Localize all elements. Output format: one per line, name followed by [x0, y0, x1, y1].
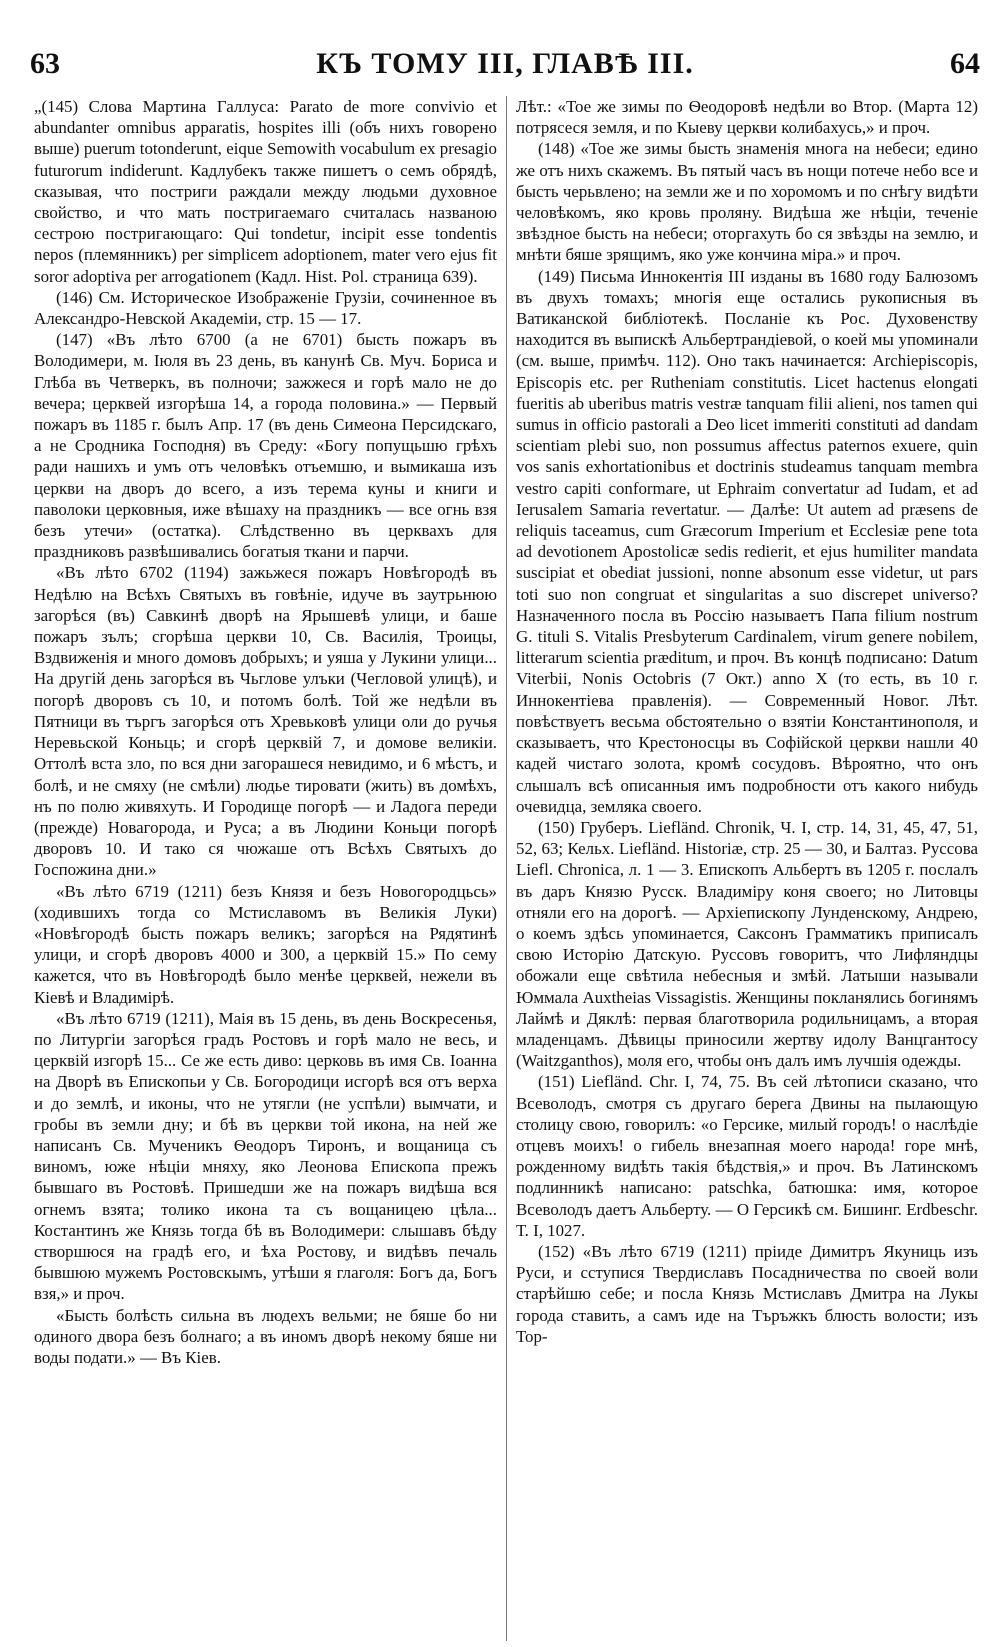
- right-column: [506, 96, 978, 1641]
- note-paragraph: «Въ лѣто 6719 (1211) безъ Князя и безъ Новогородцьсь» (ходившихъ тогда со Мстиславомъ въ Великiя Луки) «Новѣгородѣ бысть пожаръ великъ; загорѣся на Рядятинѣ улици, и сгорѣ дворовъ 4000 и 300, а церквiй 15.» По сему кажется, что въ Новѣгородѣ было менѣе церквей, нежели въ Кiевѣ и Владимiрѣ.: [34, 881, 497, 1007]
- note-paragraph: (148) «Тое же зимы бысть знаменiя многа на небеси; едино же отъ нихъ скажемъ. Въ пятый часъ въ нощи потече небо все и бысть черьвлено; на земли же и по хоромомъ и по снѣгу видѣти человѣкомъ, яко кровь проляну. Видѣша же нѣцiи, теченiе звѣздное бысть на небеси; оторгахуть бо ся звѣзды на землю, и мнѣти бяше зрящимъ, яко уже кончина мiра.» и проч.: [516, 139, 978, 265]
- note-paragraph: «Въ лѣто 6702 (1194) зажьжеся пожаръ Новѣгородѣ въ Недѣлю на Всѣхъ Святыхъ въ говѣнiе, идуче въ заутрьнюю загорѣся (въ) Савкинѣ дворѣ на Ярышевѣ улици, и баше пожаръ зълъ; сгорѣша церкви 10, Св. Василiя, Троицы, Вздвиженiя и много домовъ добрыхъ; и уяша у Лукини улици... На другiй день загорѣся въ Чьглове улъки (Чегловой улицѣ), и погорѣ дворовъ съ 10, и потомъ болѣ. Той же недѣли въ Пятници въ търгъ загорѣся отъ Хревьковѣ улици оли до ручья Неревьской Коньць; и сгорѣ церквiй 7, и домове великiи. Оттолѣ вста зло, по вся дни загорашеся невидимо, и 6 мѣстъ, и болѣ, и не смяху (не смѣли) людье тировати (жить) въ домѣхъ, нъ по полю живяхуть. И Городище погорѣ — и Ладога переди (прежде) Новагорода, и Руса; а въ Людини Коньци погорѣ дворовъ 10. И тако ся чюжаше отъ Всѣхъ Святыхъ до Госпожина дни.»: [34, 563, 497, 880]
- running-title: КЪ ТОМУ III, ГЛАВѢ III.: [316, 47, 694, 80]
- note-paragraph: «Бысть болѣсть сильна въ людехъ вельми; не бяше бо ни одиного двора безъ болнаго; а въ иномъ дворѣ некому бяше ни воды подати.» — Въ Кiев.: [34, 1305, 497, 1367]
- note-paragraph: (147) «Въ лѣто 6700 (а не 6701) бысть пожаръ въ Володимери, м. Iюля въ 23 день, въ канунѣ Св. Муч. Бориса и Глѣба въ Четверкъ, въ полночи; зажжеся и горѣ мало не до вечера; церквей изгорѣша 14, а города половина.» — Первый пожаръ въ 1185 г. былъ Апр. 17 (въ день Симеона Персидскаго, а не Сродника Господня) въ Среду: «Богу попущьшю грѣхъ ради нашихъ и умъ отъ человѣкъ отъемшю, и вымикаша изъ церкви на дворъ до всего, а изъ терема куны и книги и паволоки церковныя, иже вѣшаху на праздникъ — все огнь взя безъ утечи» (остатка). Слѣдственно въ церквахъ для праздниковъ развѣшивались богатыя ткани и парчи.: [34, 330, 497, 562]
- note-paragraph: «Въ лѣто 6719 (1211), Маiя въ 15 день, въ день Воскресенья, по Литургiи загорѣся градъ Ростовъ и горѣ мало не весь, и церквiй изгорѣ 15... Се же есть диво: церковь въ имя Св. Iоанна на Дворѣ въ Епископьи у Св. Богородици исгорѣ вся отъ верха и до землѣ, и иконы, что не утягли (не успѣли) вымчати, и гробы въ земли дну; и бѣ въ церкви той икона, на ней же написанъ Св. Мученикъ Ѳеодоръ Тиронъ, и вощаница съ виномъ, юже нѣцiи мняху, яко Леонова Епископа прежъ бывшаго въ Ростовѣ. Пришедши же на пожаръ видѣша вся огнемъ взята; толико икона та съ вощаницею цѣла... Костантинъ же Князь тогда бѣ въ Володимери: слышавъ бѣду створшюся на градѣ его, и ѣха Ростову, и видѣвъ печаль бывшюю мужемъ Ростовскымъ, утѣши я глаголя: Богъ да, Богъ взя,» и проч.: [34, 1008, 497, 1304]
- page-number-left: 63: [30, 47, 60, 80]
- note-paragraph: Лѣт.: «Тое же зимы по Ѳеодоровѣ недѣли во Втор. (Марта 12) потрясеся земля, и по Кыеву церкви колибахусь,» и проч.: [516, 97, 978, 138]
- note-paragraph: „(145) Слова Мартина Галлуса: Parato de more convivio et abundanter omnibus apparatis, hospites illi (объ нихъ говорено выше) puerum totonderunt, eique Semowith vocabulum ex presagio futurorum indiderunt. Кадлубекъ также пишетъ о семъ обрядѣ, сказывая, что постриги раждали между людьми духовное свойство, и что мать постригаемаго считалась названою сестрою постригающаго: Qui tondetur, incipit esse tondentis nepos (племянникъ) per simplicem adoptionem, mater vero ejus fit soror adoptiva per arrogationem (Кадл. Hist. Pol. страница 639).: [34, 97, 497, 286]
- page-number-right: 64: [949, 47, 980, 80]
- text-columns: [34, 96, 978, 1641]
- note-paragraph: (151) Liefländ. Chr. I, 74, 75. Въ сей лѣтописи сказано, что Всеволодъ, смотря съ другаго берега Двины на пылающую столицу свою, говорилъ: «о Герсике, милый городъ! о наслѣдiе отцевъ моихъ! о гибель внезапная моего народа! горе мнѣ, рожденному видѣть такiя бѣдствiя,» и проч. Въ Латинскомъ подлинникѣ написано: patschka, батюшка: имя, которое Всеволодъ даетъ Альберту. — О Герсикѣ см. Бишинг. Erdbeschr. Т. I, 1027.: [516, 1072, 978, 1240]
- left-column: [34, 96, 506, 1641]
- page-header: [30, 44, 980, 84]
- note-paragraph: (149) Письма Иннокентiя III изданы въ 1680 году Балюзомъ въ двухъ томахъ; многiя еще остались рукописныя въ Ватиканской библiотекѣ. Посланiе къ Рос. Духовенству находится въ выпискѣ Альбертрандiевой, о коей мы упоминали (см. выше, примѣч. 112). Оно такъ начинается: Archiepiscopis, Episcopis etc. per Rutheniam constitutis. Licet hactenus elongati fueritis ab uberibus matris vestræ tanquam filii alieni, nos tamen qui sumus in officio pastorali a Deo licet immeriti constituti ad dandam scientiam plebi suo, non possumus affectus paternos exuere, quin vos sanis exhortationibus et doctrinis studeamus tanquam membra vestro capiti conformare, ut Ephraim convertatur ad Iudam, et ad Ierusalem Samaria revertatur. — Далѣе: Ut autem ad præsens de reliquis taceamus, cum Græcorum Imperium et Ecclesiæ pene tota ad devotionem Apostolicæ sedis redierit, et ejus humiliter mandata suscipiat et obediat jussioni, nonne absonum esse videtur, ut pars toti suo non congruat et singularitas a suo discrepet universo? Назначенного посла въ Россiю называетъ Папа filium nostrum G. tituli S. Vitalis Presbyterum Cardinalem, virum genere nobilem, litterarum scientia præditum, и проч. Въ концѣ подписано: Datum Viterbii, Nonis Octobris (7 Окт.) anno X (то есть, въ 10 г. Иннокентiева правленiя). — Современный Новог. Лѣт. повѣствуетъ весьма обстоятельно о взятiи Константинополя, и сказываетъ, что Крестоносцы въ Софiйской церкви нашли 40 кадей чистаго золота, кромѣ сосудовъ. Вѣроятно, что онъ слышалъ всѣ описанныя имъ подробности отъ какого нибудь очевидца, земляка своего.: [516, 266, 978, 816]
- note-paragraph: (146) См. Историческое Изображенiе Грузiи, сочиненное въ Александро-Невской Академiи, стр. 15 — 17.: [34, 287, 497, 329]
- note-paragraph: (152) «Въ лѣто 6719 (1211) прiиде Димитръ Якуниць изъ Руси, и сступися Твердиславъ Посадничества по своей воли старѣйшю себе; и посла Князь Мстиславъ Дмитра на Лукы города ставить, а самъ иде на Търъжкъ блюсть волости; изъ Тор-: [516, 1241, 978, 1346]
- note-paragraph: (150) Груберъ. Liefländ. Chronik, Ч. I, стр. 14, 31, 45, 47, 51, 52, 63; Кельх. Liefländ. Historiæ, стр. 25 — 30, и Балтаз. Руссова Liefl. Chronica, л. 1 — 3. Епископъ Альбертъ въ 1205 г. послалъ въ даръ Князю Русск. Владимiру коня своего; но Литовцы отняли его на дорогѣ. — Архiепископу Лунденскому, Андрею, о коемъ здѣсь упоминается, Саксонъ Грамматикъ приписалъ свою Исторiю Датскую. Руссовъ говоритъ, что Лифляндцы обожали еще свѣтила небесныя и змѣй. Латыши называли Юммала Auxtheias Vissagistis. Женщины покланялись богинямъ Лаймѣ и Дяклѣ: первая благотворила родильницамъ, а вторая младенцамъ. Дѣвицы приносили жертву идолу Ванцгантосу (Waitzganthos), моля его, чтобы онъ далъ имъ лучшiя одежды.: [516, 817, 978, 1071]
